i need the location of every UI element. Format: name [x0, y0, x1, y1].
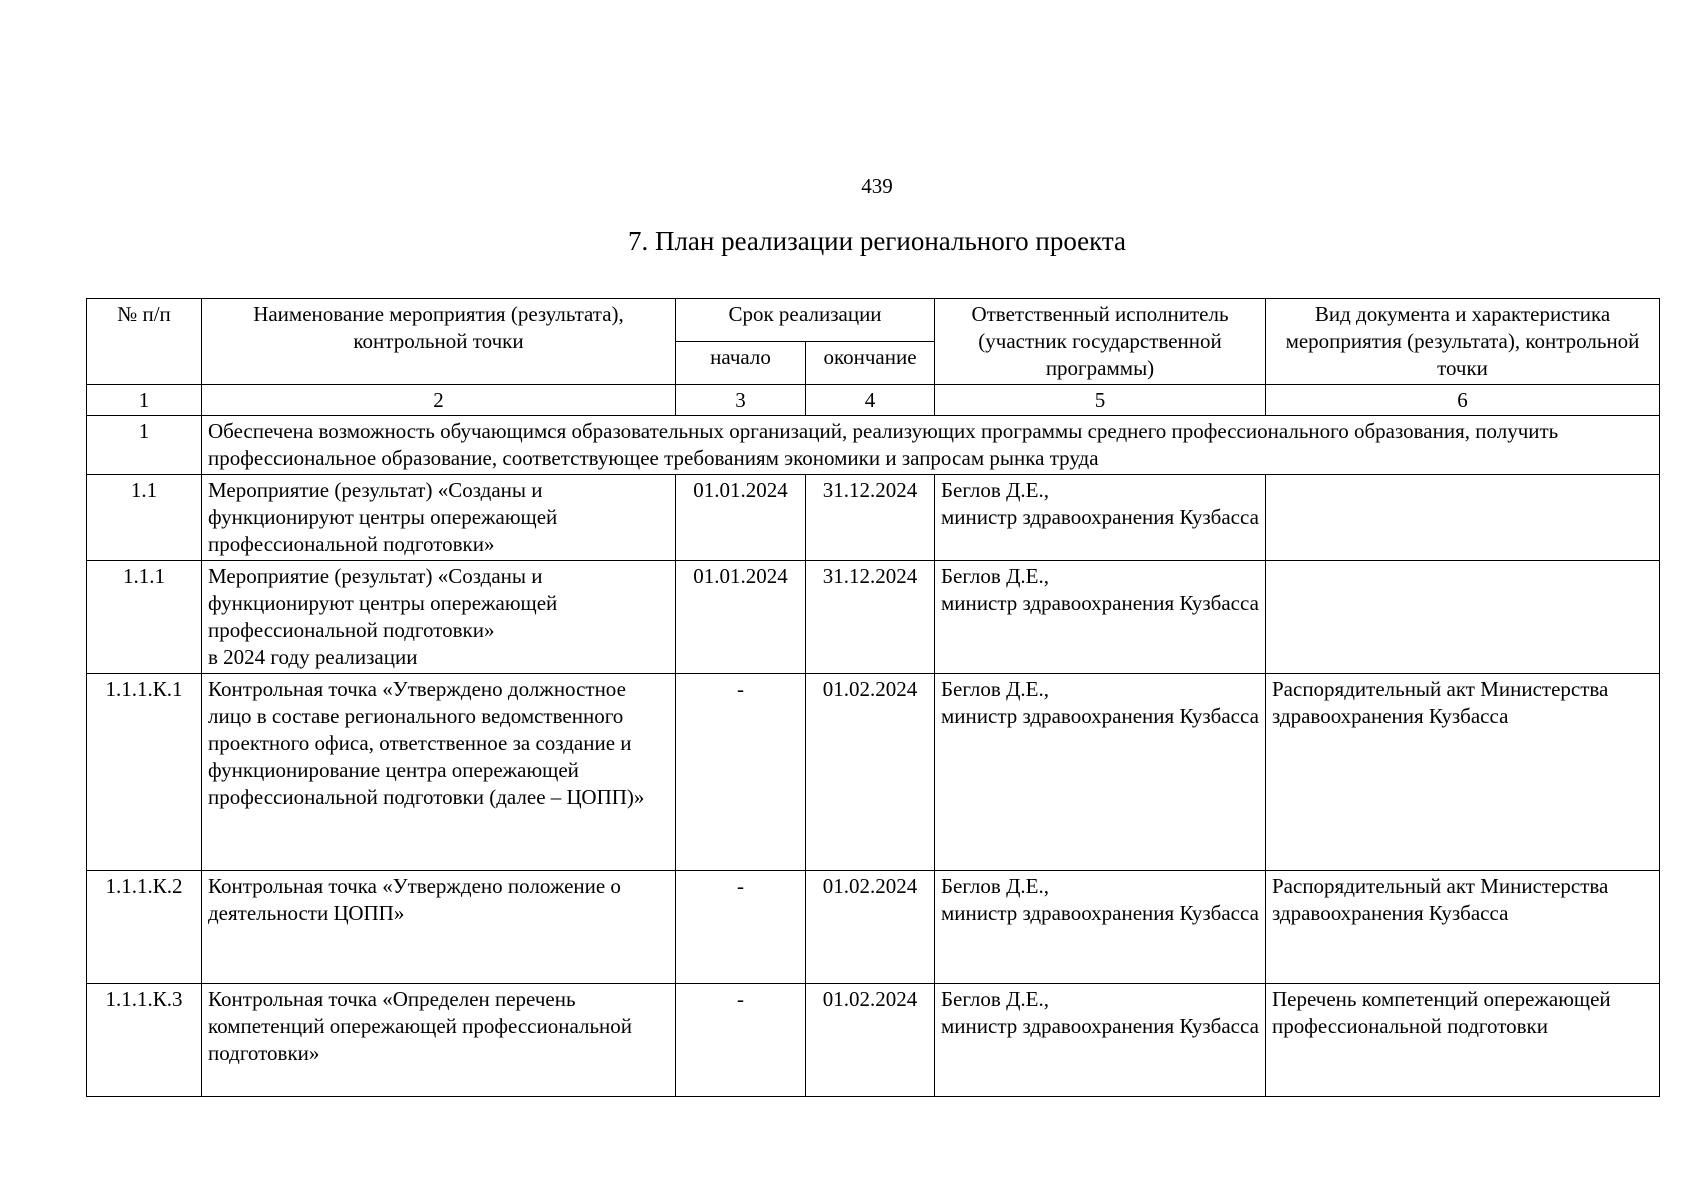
row-start: - — [676, 674, 806, 871]
column-number: 6 — [1266, 385, 1660, 416]
column-number: 3 — [676, 385, 806, 416]
row-num: 1.1.1 — [87, 561, 202, 674]
row-responsible: Беглов Д.Е., министр здравоохранения Кузбасса — [935, 561, 1266, 674]
implementation-plan-table — [86, 298, 1660, 1097]
row-name: Контрольная точка «Утверждено должностное лицо в составе регионального ведомственного проектного офиса, ответственное за создание и функционирование центра опережающей профессиональной подготовки (далее – ЦОПП)» — [202, 674, 676, 871]
row-doc: Перечень компетенций опережающей профессиональной подготовки — [1266, 984, 1660, 1097]
row-end: 01.02.2024 — [806, 984, 935, 1097]
row-num: 1.1.1.К.2 — [87, 871, 202, 984]
row-name: Мероприятие (результат) «Созданы и функционируют центры опережающей профессиональной подготовки» — [202, 475, 676, 561]
row-responsible: Беглов Д.Е., министр здравоохранения Кузбасса — [935, 984, 1266, 1097]
header-responsible: Ответственный исполнитель (участник государственной программы) — [935, 299, 1266, 385]
section-num: 1 — [87, 416, 202, 475]
row-responsible: Беглов Д.Е., министр здравоохранения Кузбасса — [935, 871, 1266, 984]
row-name: Контрольная точка «Определен перечень компетенций опережающей профессиональной подготовки» — [202, 984, 676, 1097]
table-row — [87, 871, 1660, 984]
row-start: 01.01.2024 — [676, 475, 806, 561]
row-doc — [1266, 475, 1660, 561]
row-doc: Распорядительный акт Министерства здравоохранения Кузбасса — [1266, 871, 1660, 984]
row-end: 31.12.2024 — [806, 475, 935, 561]
row-end: 01.02.2024 — [806, 674, 935, 871]
header-start: начало — [676, 342, 806, 385]
row-responsible: Беглов Д.Е., министр здравоохранения Кузбасса — [935, 475, 1266, 561]
page-title: 7. План реализации регионального проекта — [627, 226, 1127, 256]
column-number: 1 — [87, 385, 202, 416]
table-row — [87, 674, 1660, 871]
table-row — [87, 475, 1660, 561]
column-number: 4 — [806, 385, 935, 416]
row-doc: Распорядительный акт Министерства здравоохранения Кузбасса — [1266, 674, 1660, 871]
row-end: 01.02.2024 — [806, 871, 935, 984]
header-end: окончание — [806, 342, 935, 385]
row-doc — [1266, 561, 1660, 674]
row-name: Мероприятие (результат) «Созданы и функционируют центры опережающей профессиональной подготовки» в 2024 году реализации — [202, 561, 676, 674]
row-start: - — [676, 984, 806, 1097]
row-responsible: Беглов Д.Е., министр здравоохранения Кузбасса — [935, 674, 1266, 871]
row-start: 01.01.2024 — [676, 561, 806, 674]
column-number: 2 — [202, 385, 676, 416]
section-row — [87, 416, 1660, 475]
header-name: Наименование мероприятия (результата), контрольной точки — [202, 299, 676, 385]
row-num: 1.1.1.К.3 — [87, 984, 202, 1097]
row-start: - — [676, 871, 806, 984]
table-row — [87, 561, 1660, 674]
row-name: Контрольная точка «Утверждено положение о деятельности ЦОПП» — [202, 871, 676, 984]
section-text: Обеспечена возможность обучающимся образовательных организаций, реализующих программы среднего профессионального образования, получить профессиональное образование, соответствующее требованиям экономики и запросам рынка труда — [202, 416, 1660, 475]
header-num: № п/п — [87, 299, 202, 385]
header-doc: Вид документа и характеристика мероприятия (результата), контрольной точки — [1266, 299, 1660, 385]
header-period: Срок реализации — [676, 299, 935, 342]
row-num: 1.1 — [87, 475, 202, 561]
column-number: 5 — [935, 385, 1266, 416]
page-number: 439 — [861, 174, 893, 198]
row-num: 1.1.1.К.1 — [87, 674, 202, 871]
column-numbers-row — [87, 385, 1660, 416]
header-row — [87, 299, 1660, 342]
row-end: 31.12.2024 — [806, 561, 935, 674]
table-row — [87, 984, 1660, 1097]
